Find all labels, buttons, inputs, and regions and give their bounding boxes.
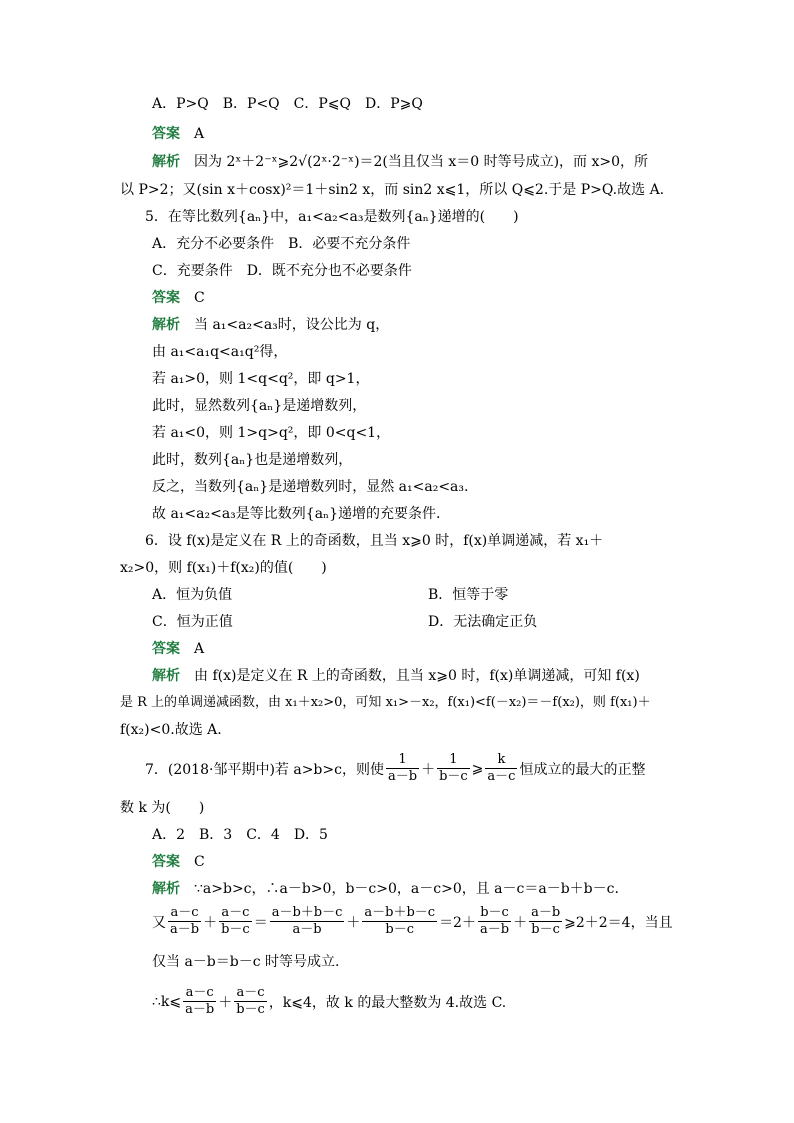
fraction: $\frac{a-c}{a-b}$: [170, 905, 200, 937]
analysis-text: 因为 2ˣ＋2⁻ˣ⩾2√(2ˣ·2⁻ˣ)＝2(当且仅当 x＝0 时等号成立)，而 x>0，所: [194, 154, 649, 170]
fraction: $\frac{a-b+b-c}{a-b}$: [271, 905, 343, 937]
q5-analysis-line-6: 此时，数列{aₙ}也是递增数列，: [152, 452, 353, 468]
q5-options-cd: C．充要条件 D．既不充分也不必要条件: [152, 263, 412, 279]
q5-analysis-line-2: 由 a₁<a₁q<a₁q²得，: [152, 344, 288, 360]
q7-analysis-line-1: [152, 879, 619, 899]
analysis-tag: 解析: [152, 881, 180, 897]
analysis-tag: 解析: [152, 154, 180, 170]
q4-answer: [152, 124, 204, 144]
q7-analysis-line-3: 仅当 a－b＝b－c 时等号成立.: [152, 954, 340, 970]
q7-stem-text: 7．(2018·邹平期中)若 a>b>c，则使: [145, 761, 384, 778]
analysis-text: 当 a₁<a₂<a₃时，设公比为 q，: [194, 317, 390, 333]
answer-value: A: [194, 641, 205, 657]
q6-option-a: A．恒为负值: [152, 587, 233, 603]
q6-option-c: C．恒为正值: [152, 614, 233, 630]
q4-options: A．P>Q B．P<Q C．P⩽Q D．P⩾Q: [152, 96, 423, 112]
q5-options-ab: A．充分不必要条件 B．必要不充分条件: [152, 236, 411, 252]
answer-tag: 答案: [152, 290, 180, 306]
q4-analysis-line-1: [152, 152, 648, 172]
q7-conclusion: ∴k⩽ $\frac{a-c}{a-b}$ ＋ $\frac{a-c}{b-c}$ ，k⩽4，故 k 的最大整数为 4.故选 C.: [152, 985, 507, 1017]
q7-stem-line-2: 数 k 为( ): [120, 800, 205, 816]
fraction: $\frac{a-b}{b-c}$: [531, 905, 561, 937]
q5-answer: [152, 288, 205, 308]
q5-analysis-line-3: 若 a₁>0，则 1<q<q²，即 q>1，: [152, 371, 370, 387]
q4-analysis-line-2: 以 P>2；又(sin x＋cosx)²＝1＋sin2 x，而 sin2 x⩽1，所以 Q⩽2.于是 P>Q.故选 A.: [120, 182, 665, 198]
q7-stem-line-1: 7．(2018·邹平期中)若 a>b>c，则使 $\frac{1}{a-b}$ ＋ $\frac{1}{b-c}$ ⩾ $\frac{k}{a-c}$ 恒成立的最大的正整: [145, 752, 646, 784]
q6-analysis-line-1: [152, 666, 640, 686]
q7-options: A．2 B．3 C．4 D．5: [152, 827, 328, 843]
fraction: $\frac{a-c}{b-c}$: [236, 985, 265, 1017]
answer-value: C: [194, 290, 205, 306]
answer-value: A: [194, 126, 205, 142]
q6-analysis-line-3: f(x₂)<0.故选 A.: [120, 722, 222, 738]
fraction: $\frac{a-c}{a-b}$: [185, 985, 215, 1017]
analysis-tag: 解析: [152, 317, 180, 333]
q7-answer: [152, 852, 205, 872]
fraction: $\frac{a-c}{b-c}$: [221, 905, 250, 937]
analysis-text: ∵a>b>c，∴a－b>0，b－c>0，a－c>0，且 a－c＝a－b＋b－c.: [194, 881, 619, 897]
q6-option-b: B．恒等于零: [428, 587, 509, 603]
q6-stem-line-1: 6．设 f(x)是定义在 R 上的奇函数，且当 x⩾0 时，f(x)单调递减，若 x₁＋: [145, 533, 604, 549]
q5-analysis-line-8: 故 a₁<a₂<a₃是等比数列{aₙ}递增的充要条件.: [152, 506, 441, 522]
q5-analysis-line-1: [152, 315, 389, 335]
answer-tag: 答案: [152, 641, 180, 657]
q6-option-d: D．无法确定正负: [428, 614, 538, 630]
q5-analysis-line-7: 反之，当数列{aₙ}是递增数列时，显然 a₁<a₂<a₃.: [152, 479, 469, 495]
q6-stem-line-2: x₂>0，则 f(x₁)＋f(x₂)的值( ): [120, 560, 327, 576]
answer-value: C: [194, 854, 205, 870]
q6-answer: [152, 639, 204, 659]
q6-analysis-line-2: 是 R 上的单调递减函数，由 x₁＋x₂>0，可知 x₁>－x₂，f(x₁)<f(－x₂)＝－f(x₂)，则 f(x₁)＋: [120, 695, 651, 710]
answer-tag: 答案: [152, 854, 180, 870]
analysis-text: 由 f(x)是定义在 R 上的奇函数，且当 x⩾0 时，f(x)单调递减，可知 f(x): [194, 668, 640, 684]
analysis-tag: 解析: [152, 668, 180, 684]
fraction: $\frac{k}{a-c}$: [487, 752, 516, 784]
fraction: $\frac{b-c}{a-b}$: [479, 905, 510, 937]
q5-stem: 5．在等比数列{aₙ}中，a₁<a₂<a₃是数列{aₙ}递增的( ): [145, 209, 519, 225]
fraction: $\frac{1}{b-c}$: [439, 752, 468, 784]
fraction: $\frac{a-b+b-c}{b-c}$: [364, 905, 436, 937]
fraction: $\frac{1}{a-b}$: [387, 752, 418, 784]
q7-equation: 又 $\frac{a-c}{a-b}$ ＋ $\frac{a-c}{b-c}$ ＝ $\frac{a-b+b-c}{a-b}$ ＋ $\frac{a-b+b-c}{b-c}$ ＝2＋ $\frac{b-c}{a-b}$ ＋ $\frac{a-b}{b-c}$ ⩾2＋2＝4，当且: [152, 905, 673, 937]
answer-tag: 答案: [152, 126, 180, 142]
q5-analysis-line-5: 若 a₁<0，则 1>q>q²，即 0<q<1，: [152, 425, 391, 441]
q5-analysis-line-4: 此时，显然数列{aₙ}是递增数列，: [152, 398, 367, 414]
